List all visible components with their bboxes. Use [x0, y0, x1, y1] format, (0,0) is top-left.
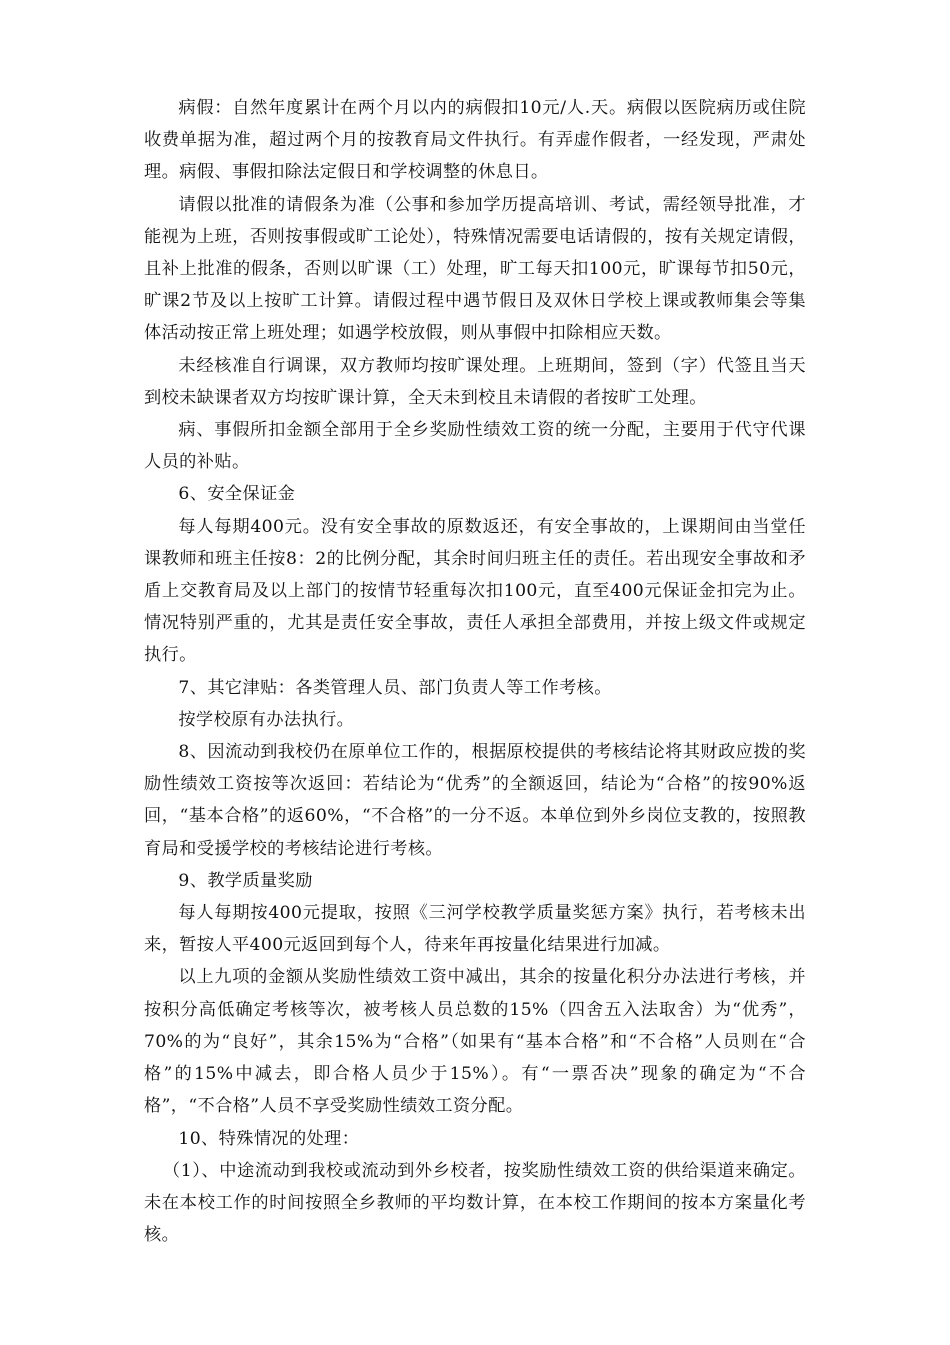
paragraph-quality-award: 每人每期按400元提取，按照《三河学校教学质量奖惩方案》执行，若考核未出来，暂按人平400元返回到每个人，待来年再按量化结果进行加减。	[144, 903, 806, 956]
paragraph-transfer-staff: 8、因流动到我校仍在原单位工作的，根据原校提供的考核结论将其财政应拨的奖励性绩效工资按等次返回：若结论为“优秀”的全额返回，结论为“合格”的按90%返回，“基本合格”的返60%，“不合格”的一分不返。本单位到外乡岗位支教的，按照教育局和受援学校的考核结论进行考核。	[144, 742, 806, 859]
paragraph-special-case-1: （1）、中途流动到我校或流动到外乡校者，按奖励性绩效工资的供给渠道来确定。未在本校工作的时间按照全乡教师的平均数计算，在本校工作期间的按本方案量化考核。	[144, 1160, 806, 1246]
paragraph-class-swap: 未经核准自行调课，双方教师均按旷课处理。上班期间，签到（字）代签且当天到校未缺课者双方均按旷课计算，全天未到校且未请假的者按旷工处理。	[144, 355, 806, 408]
paragraph-safety-deposit: 每人每期400元。没有安全事故的原数返还，有安全事故的，上课期间由当堂任课教师和班主任按8：2的比例分配，其余时间归班主任的责任。若出现安全事故和矛盾上交教育局及以上部门的按情节轻重每次扣100元，直至400元保证金扣完为止。情况特别严重的，尤其是责任安全事故，责任人承担全部费用，并按上级文件或规定执行。	[144, 516, 806, 666]
heading-quality-award: 9、教学质量奖励	[178, 870, 313, 891]
paragraph-assessment-grades: 以上九项的金额从奖励性绩效工资中减出，其余的按量化积分办法进行考核，并按积分高低确定考核等次，被考核人员总数的15%（四舍五入法取舍）为“优秀”，70%的为“良好”，其余15%为“合格”（如果有“基本合格”和“不合格”人员则在“合格”的15%中减去，即合格人员少于15%）。有“一票否决”现象的确定为“不合格”，“不合格”人员不享受奖励性绩效工资分配。	[144, 967, 806, 1117]
heading-other-allowance: 7、其它津贴：各类管理人员、部门负责人等工作考核。	[178, 677, 612, 698]
heading-safety-deposit: 6、安全保证金	[178, 484, 296, 505]
paragraph-other-allowance: 按学校原有办法执行。	[178, 709, 355, 730]
heading-special-cases: 10、特殊情况的处理：	[178, 1128, 360, 1149]
paragraph-sick-leave: 病假：自然年度累计在两个月以内的病假扣10元/人.天。病假以医院病历或住院收费单据为准，超过两个月的按教育局文件执行。有弄虚作假者，一经发现，严肃处理。病假、事假扣除法定假日和学校调整的休息日。	[144, 98, 806, 183]
document-body	[144, 92, 806, 1251]
paragraph-deduction-use: 病、事假所扣金额全部用于全乡奖励性绩效工资的统一分配，主要用于代守代课人员的补贴。	[144, 420, 806, 473]
paragraph-leave-request: 请假以批准的请假条为准（公事和参加学历提高培训、考试，需经领导批准，才能视为上班，否则按事假或旷工论处），特殊情况需要电话请假的，按有关规定请假，且补上批准的假条，否则以旷课（工）处理，旷工每天扣100元，旷课每节扣50元，旷课2节及以上按旷工计算。请假过程中遇节假日及双休日学校上课或教师集会等集体活动按正常上班处理；如遇学校放假，则从事假中扣除相应天数。	[144, 194, 806, 344]
